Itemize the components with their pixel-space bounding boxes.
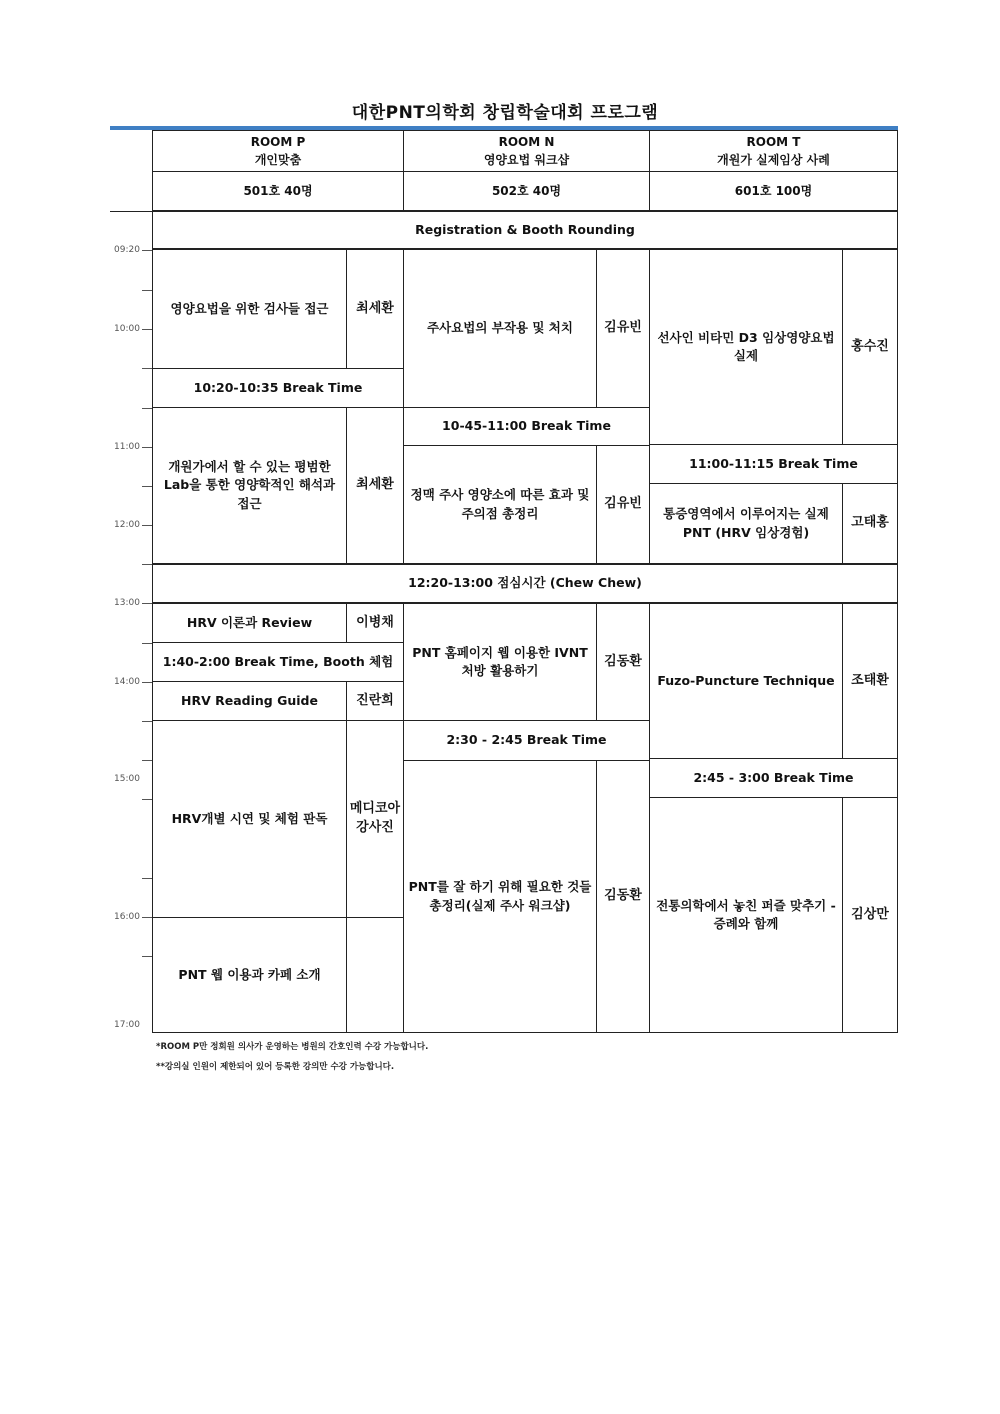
room-t-header <box>649 130 898 172</box>
room-t-session-3: Fuzo-Puncture Technique <box>649 603 843 759</box>
time-label: 09:20 <box>114 245 140 255</box>
room-n-speaker-4: 김동환 <box>596 760 650 1033</box>
room-n-session-2: 정맥 주사 영양소에 따른 효과 및 주의점 총정리 <box>403 445 597 564</box>
room-n-break-2: 2:30 - 2:45 Break Time <box>403 720 650 761</box>
room-p-speaker-1: 최세환 <box>346 249 404 369</box>
time-tick <box>142 956 152 957</box>
room-n-speaker-2: 김유빈 <box>596 445 650 564</box>
lunch-row: 12:20-13:00 점심시간 (Chew Chew) <box>152 564 898 603</box>
room-p-speaker-5: 메디코아 강사진 <box>346 720 404 918</box>
time-tick <box>142 564 152 565</box>
room-p-speaker-3: 이병채 <box>346 603 404 643</box>
room-t-speaker-4: 김상만 <box>842 797 898 1033</box>
time-label: 13:00 <box>114 598 140 608</box>
room-n-session-1: 주사요법의 부작용 및 처치 <box>403 249 597 408</box>
room-p-subtitle: 개인맞춤 <box>254 153 302 167</box>
time-tick <box>142 603 152 604</box>
footnote-1: *ROOM P만 정회원 의사가 운영하는 병원의 간호인력 수강 가능합니다. <box>156 1042 429 1052</box>
room-n-subtitle: 영양요법 워크샵 <box>483 153 570 167</box>
room-n-place: 502호 40명 <box>403 171 650 211</box>
time-tick <box>142 878 152 879</box>
room-p-name: ROOM P <box>250 135 306 149</box>
room-t-place: 601호 100명 <box>649 171 898 211</box>
room-t-session-2: 통증영역에서 이루어지는 실제 PNT (HRV 임상경험) <box>649 483 843 564</box>
room-t-break-2: 2:45 - 3:00 Break Time <box>649 758 898 798</box>
room-n-speaker-3: 김동환 <box>596 603 650 721</box>
time-tick <box>142 368 152 369</box>
time-tick <box>142 447 152 448</box>
room-t-name: ROOM T <box>746 135 801 149</box>
room-t-session-1: 선사인 비타민 D3 임상영양요법 실제 <box>649 249 843 445</box>
time-tick <box>142 525 152 526</box>
room-p-session-1: 영양요법을 위한 검사들 접근 <box>152 249 347 369</box>
room-t-subtitle: 개원가 실제임상 사례 <box>717 153 830 167</box>
room-p-speaker-6-empty <box>346 917 404 1033</box>
room-n-session-3: PNT 홈페이지 웹 이용한 IVNT 처방 활용하기 <box>403 603 597 721</box>
time-tick <box>142 408 152 409</box>
page-title: 대한PNT의학회 창립학술대회 프로그램 <box>351 103 659 123</box>
time-tick <box>142 329 152 330</box>
time-tick <box>142 682 152 683</box>
time-tick <box>142 643 152 644</box>
time-label: 15:00 <box>114 774 140 784</box>
room-p-session-6: PNT 웹 이용과 카페 소개 <box>152 917 347 1033</box>
room-n-header <box>403 130 650 172</box>
time-label: 12:00 <box>114 520 140 530</box>
room-p-break-1: 10:20-10:35 Break Time <box>152 368 404 408</box>
time-tick <box>142 290 152 291</box>
room-t-session-4: 전통의학에서 놓친 퍼즐 맞추기 - 증례와 함께 <box>649 797 843 1033</box>
room-p-place: 501호 40명 <box>152 171 404 211</box>
room-p-speaker-2: 최세환 <box>346 407 404 564</box>
registration-row: Registration & Booth Rounding <box>152 211 898 249</box>
time-label: 17:00 <box>114 1020 140 1030</box>
room-n-break-1: 10-45-11:00 Break Time <box>403 407 650 446</box>
time-tick <box>142 250 152 251</box>
room-n-speaker-1: 김유빈 <box>596 249 650 408</box>
time-tick <box>142 486 152 487</box>
room-t-speaker-1: 홍수진 <box>842 249 898 445</box>
room-p-session-3: HRV 이론과 Review <box>152 603 347 643</box>
room-n-name: ROOM N <box>498 135 555 149</box>
room-t-speaker-3: 조태환 <box>842 603 898 759</box>
time-tick <box>142 799 152 800</box>
time-label: 16:00 <box>114 912 140 922</box>
room-p-session-2: 개원가에서 할 수 있는 평범한 Lab을 통한 영양학적인 해석과 접근 <box>152 407 347 564</box>
room-p-break-2: 1:40-2:00 Break Time, Booth 체험 <box>152 642 404 682</box>
time-label: 10:00 <box>114 324 140 334</box>
time-label: 14:00 <box>114 677 140 687</box>
room-t-speaker-2: 고태홍 <box>842 483 898 564</box>
footnote-2: **강의실 인원이 제한되어 있어 등록한 강의만 수강 가능합니다. <box>156 1062 395 1072</box>
room-t-break-1: 11:00-11:15 Break Time <box>649 444 898 484</box>
room-n-session-4: PNT를 잘 하기 위해 필요한 것들 총정리(실제 주사 워크샵) <box>403 760 597 1033</box>
room-p-session-4: HRV Reading Guide <box>152 681 347 721</box>
time-tick <box>142 760 152 761</box>
time-tick <box>142 721 152 722</box>
room-p-session-5: HRV개별 시연 및 체험 판독 <box>152 720 347 918</box>
room-p-speaker-4: 진란희 <box>346 681 404 721</box>
room-p-header <box>152 130 404 172</box>
time-label: 11:00 <box>114 442 140 452</box>
time-tick <box>142 917 152 918</box>
header-divider <box>110 211 152 212</box>
